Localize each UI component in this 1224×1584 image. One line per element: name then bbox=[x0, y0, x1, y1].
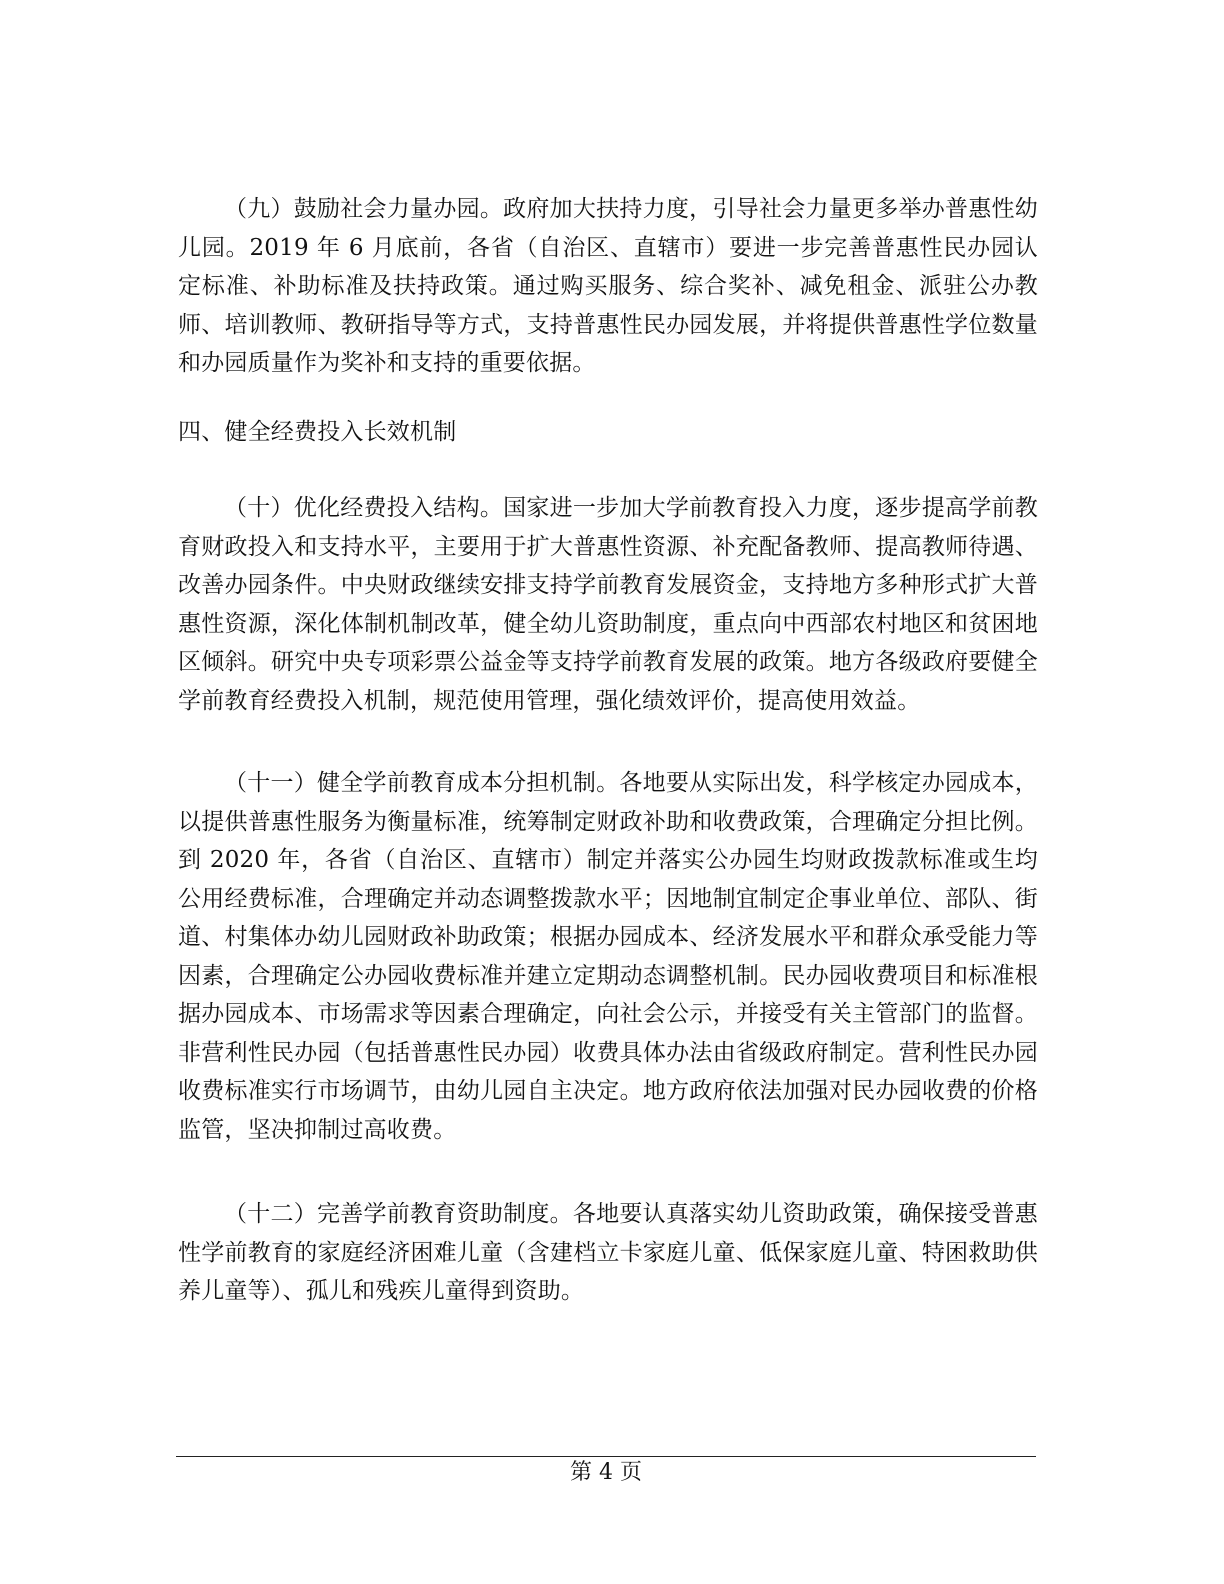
footer-divider bbox=[176, 1456, 1036, 1457]
paragraph-12: （十二）完善学前教育资助制度。各地要认真落实幼儿资助政策，确保接受普惠性学前教育的家庭经济困难儿童（含建档立卡家庭儿童、低保家庭儿童、特困救助供养儿童等）、孤儿和残疾儿童得到资助。 bbox=[178, 1201, 1038, 1304]
page-number: 第 4 页 bbox=[570, 1460, 642, 1485]
paragraph-9: （九）鼓励社会力量办园。政府加大扶持力度，引导社会力量更多举办普惠性幼儿园。2019 年 6 月底前，各省（自治区、直辖市）要进一步完善普惠性民办园认定标准、补助标准及扶持政策。通过购买服务、综合奖补、减免租金、派驻公办教师、培训教师、教研指导等方式，支持普惠性民办园发展，并将提供普惠性学位数量和办园质量作为奖补和支持的重要依据。 bbox=[178, 196, 1038, 376]
paragraph-11: （十一）健全学前教育成本分担机制。各地要从实际出发，科学核定办园成本，以提供普惠性服务为衡量标准，统筹制定财政补助和收费政策，合理确定分担比例。到 2020 年，各省（自治区、直辖市）制定并落实公办园生均财政拨款标准或生均公用经费标准，合理确定并动态调整拨款水平；因地制宜制定企事业单位、部队、街道、村集体办幼儿园财政补助政策；根据办园成本、经济发展水平和群众承受能力等因素，合理确定公办园收费标准并建立定期动态调整机制。民办园收费项目和标准根据办园成本、市场需求等因素合理确定，向社会公示，并接受有关主管部门的监督。非营利性民办园（包括普惠性民办园）收费具体办法由省级政府制定。营利性民办园收费标准实行市场调节，由幼儿园自主决定。地方政府依法加强对民办园收费的价格监管，坚决抑制过高收费。 bbox=[178, 770, 1038, 1143]
paragraph-10: （十）优化经费投入结构。国家进一步加大学前教育投入力度，逐步提高学前教育财政投入和支持水平，主要用于扩大普惠性资源、补充配备教师、提高教师待遇、改善办园条件。中央财政继续安排支持学前教育发展资金，支持地方多种形式扩大普惠性资源，深化体制机制改革，健全幼儿资助制度，重点向中西部农村地区和贫困地区倾斜。研究中央专项彩票公益金等支持学前教育发展的政策。地方各级政府要健全学前教育经费投入机制，规范使用管理，强化绩效评价，提高使用效益。 bbox=[178, 495, 1038, 714]
document-body bbox=[178, 190, 1038, 1311]
section-heading: 四、健全经费投入长效机制 bbox=[178, 418, 457, 445]
